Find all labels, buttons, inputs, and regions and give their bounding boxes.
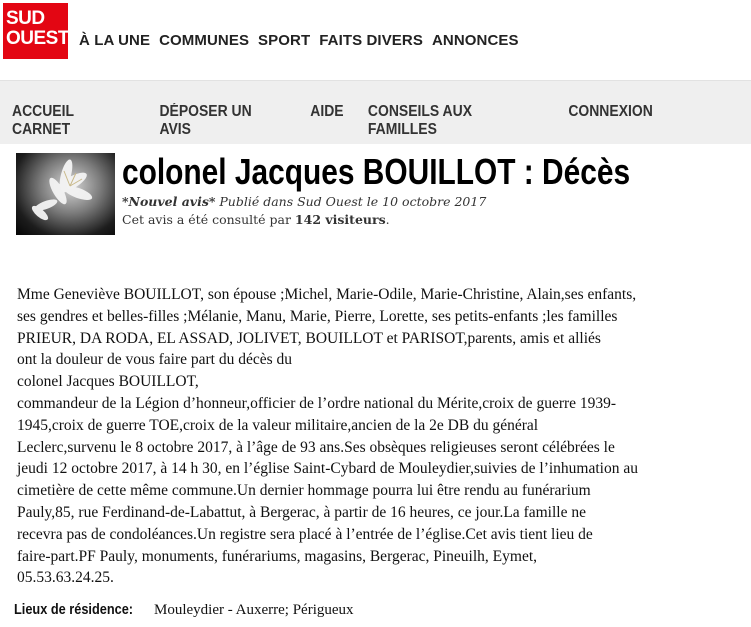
publication-line bbox=[122, 194, 486, 209]
body-line: Leclerc,survenu le 8 octobre 2017, à l’âge de 93 ans.Ses obsèques religieuses seront célébrées le bbox=[17, 438, 615, 456]
body-line: 05.53.63.24.25. bbox=[17, 569, 114, 587]
body-line: cimetière de cette même commune.Un dernier hommage pourra lui être rendu au funérarium bbox=[17, 482, 591, 500]
nav-communes[interactable]: COMMUNES bbox=[159, 32, 250, 49]
sud-ouest-logo[interactable] bbox=[3, 3, 68, 59]
view-count-line bbox=[122, 212, 390, 227]
body-line: commandeur de la Légion d’honneur,officier de l’ordre national du Mérite,croix de guerre 1939- bbox=[17, 394, 617, 412]
body-line: Pauly,85, rue Ferdinand-de-Labattut, à Bergerac, à partir de 16 heures, ce jour.La famille ne bbox=[17, 503, 586, 521]
body-line: jeudi 12 octobre 2017, à 14 h 30, en l’église Saint-Cybard de Mouleydier,suivies de l’inhumation au bbox=[17, 460, 638, 478]
views-prefix: Cet avis a été consulté par bbox=[122, 212, 295, 227]
new-notice-label: *Nouvel avis* bbox=[122, 194, 216, 209]
views-suffix: . bbox=[385, 212, 390, 227]
subnav-deposer-un-avis[interactable]: DÉPOSER UN AVIS bbox=[159, 103, 252, 138]
residence-label: Lieux de résidence: bbox=[14, 601, 134, 618]
subnav-connexion[interactable]: CONNEXION bbox=[568, 103, 653, 120]
lily-flower-image bbox=[16, 153, 115, 235]
logo-line-1: SUD bbox=[6, 8, 45, 29]
subnav-aide[interactable]: AIDE bbox=[310, 103, 344, 120]
residence-value: Mouleydier - Auxerre; Périgueux bbox=[154, 602, 354, 618]
body-line: colonel Jacques BOUILLOT, bbox=[17, 373, 199, 391]
carnet-subnav bbox=[0, 80, 751, 144]
body-line: 1945,croix de guerre TOE,croix de la valeur militaire,ancien de la 2e DB du général bbox=[17, 416, 539, 434]
nav-sport[interactable]: SPORT bbox=[258, 32, 311, 49]
body-line: recevra pas de condoléances.Un registre sera placé à l’entrée de l’église.Cet avis tient lieu de bbox=[17, 525, 593, 543]
subnav-conseils-aux-familles[interactable]: CONSEILS AUX FAMILLES bbox=[367, 103, 473, 138]
residence-row bbox=[14, 600, 354, 619]
body-line: ont la douleur de vous faire part du décès du bbox=[17, 351, 293, 369]
body-line: faire-part.PF Pauly, monuments, funérariums, magasins, Bergerac, Pineuilh, Eymet, bbox=[17, 547, 537, 565]
main-nav bbox=[79, 32, 519, 49]
body-line: Mme Geneviève BOUILLOT, son épouse ;Michel, Marie-Odile, Marie-Christine, Alain,ses enfants, bbox=[17, 286, 637, 303]
notice-body bbox=[17, 284, 737, 589]
logo-line-2: OUEST bbox=[6, 28, 69, 49]
published-info: Publié dans Sud Ouest le 10 octobre 2017 bbox=[219, 194, 487, 209]
nav-faits-divers[interactable]: FAITS DIVERS bbox=[319, 32, 423, 49]
notice-title: colonel Jacques BOUILLOT : Décès bbox=[122, 151, 631, 192]
views-count: 142 visiteurs bbox=[294, 212, 386, 227]
top-header bbox=[0, 0, 751, 80]
body-line: PRIEUR, DA RODA, EL ASSAD, JOLIVET, BOUILLOT et PARISOT,parents, amis et alliés bbox=[17, 329, 601, 347]
subnav-accueil-carnet[interactable]: ACCUEIL CARNET bbox=[12, 103, 74, 138]
body-line: ses gendres et belles-filles ;Mélanie, Manu, Marie, Pierre, Lorette, ses petits-enfants ;les familles bbox=[17, 307, 618, 325]
nav-a-la-une[interactable]: À LA UNE bbox=[79, 32, 151, 49]
nav-annonces[interactable]: ANNONCES bbox=[431, 32, 519, 49]
